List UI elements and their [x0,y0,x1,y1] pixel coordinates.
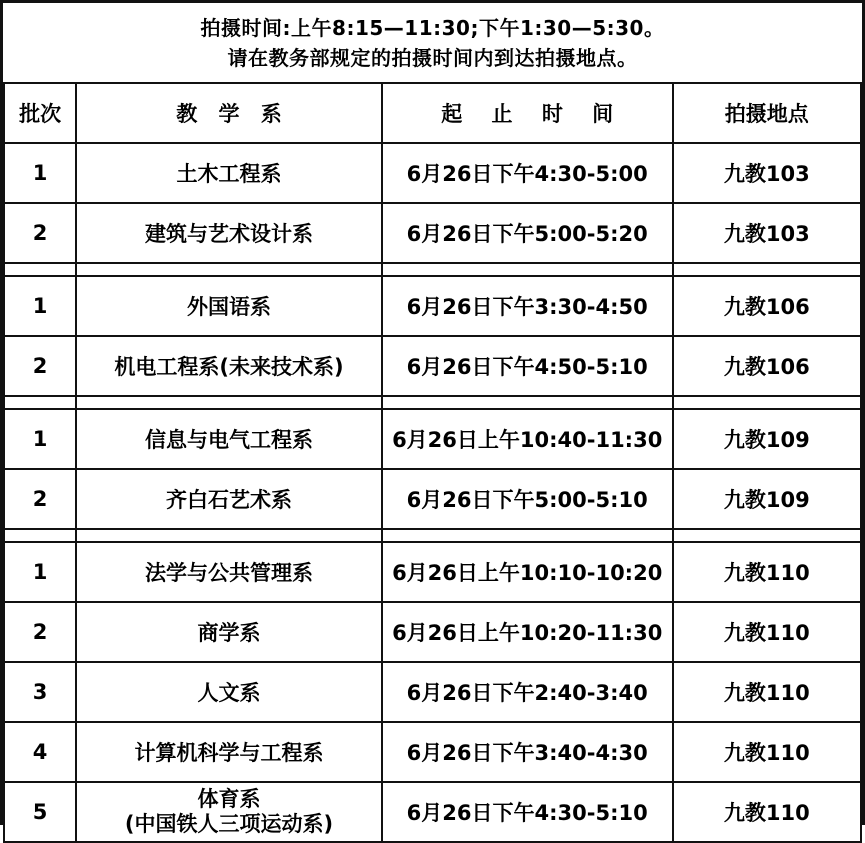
group-separator [4,263,861,276]
table-row [4,336,861,396]
notice-line-2: 请在教务部规定的拍摄时间内到达拍摄地点。 [227,46,638,70]
cell-batch: 2 [4,602,76,662]
cell-time: 6月26日下午2:40-3:40 [382,662,673,722]
cell-location: 九教109 [673,469,861,529]
table-header [4,83,861,143]
cell-location: 九教110 [673,662,861,722]
table-row [4,662,861,722]
cell-batch: 2 [4,336,76,396]
cell-department: 外国语系 [76,276,382,336]
cell-time: 6月26日上午10:20-11:30 [382,602,673,662]
table-row [4,409,861,469]
column-header-department: 教 学 系 [76,83,382,143]
table-row [4,203,861,263]
cell-department [76,782,382,842]
photo-schedule-table [3,82,862,843]
cell-batch: 3 [4,662,76,722]
cell-location: 九教109 [673,409,861,469]
cell-department-line-1: 体育系 [197,787,261,812]
column-header-time: 起 止 时 间 [382,83,673,143]
notice-block [3,3,862,82]
table-row [4,542,861,602]
table-row [4,143,861,203]
cell-time: 6月26日下午4:50-5:10 [382,336,673,396]
cell-department: 机电工程系(未来技术系) [76,336,382,396]
cell-batch: 1 [4,409,76,469]
cell-time: 6月26日上午10:10-10:20 [382,542,673,602]
table-row [4,782,861,842]
cell-location: 九教110 [673,542,861,602]
cell-batch: 1 [4,143,76,203]
cell-batch: 2 [4,203,76,263]
cell-department: 齐白石艺术系 [76,469,382,529]
cell-department-line-2: (中国铁人三项运动系) [124,812,334,836]
notice-line-1: 拍摄时间:上午8:15—11:30;下午1:30—5:30。 [200,16,665,40]
cell-location: 九教106 [673,276,861,336]
cell-department: 计算机科学与工程系 [76,722,382,782]
column-header-location: 拍摄地点 [673,83,861,143]
cell-location: 九教110 [673,602,861,662]
table-row [4,722,861,782]
table-row [4,469,861,529]
group-separator [4,529,861,542]
cell-time: 6月26日下午3:40-4:30 [382,722,673,782]
cell-batch: 2 [4,469,76,529]
table-row [4,602,861,662]
cell-department: 信息与电气工程系 [76,409,382,469]
cell-time: 6月26日下午4:30-5:00 [382,143,673,203]
cell-department: 法学与公共管理系 [76,542,382,602]
cell-department: 建筑与艺术设计系 [76,203,382,263]
cell-department: 商学系 [76,602,382,662]
cell-location: 九教110 [673,782,861,842]
cell-batch: 5 [4,782,76,842]
column-header-batch: 批次 [4,83,76,143]
cell-time: 6月26日下午5:00-5:10 [382,469,673,529]
table-header-row [4,83,861,143]
cell-batch: 4 [4,722,76,782]
table-row [4,276,861,336]
cell-location: 九教103 [673,143,861,203]
cell-time: 6月26日上午10:40-11:30 [382,409,673,469]
cell-location: 九教103 [673,203,861,263]
group-separator [4,396,861,409]
cell-time: 6月26日下午5:00-5:20 [382,203,673,263]
cell-batch: 1 [4,276,76,336]
cell-location: 九教110 [673,722,861,782]
cell-batch: 1 [4,542,76,602]
cell-time: 6月26日下午4:30-5:10 [382,782,673,842]
table-body [4,143,861,842]
cell-department: 人文系 [76,662,382,722]
cell-department: 土木工程系 [76,143,382,203]
cell-location: 九教106 [673,336,861,396]
cell-time: 6月26日下午3:30-4:50 [382,276,673,336]
